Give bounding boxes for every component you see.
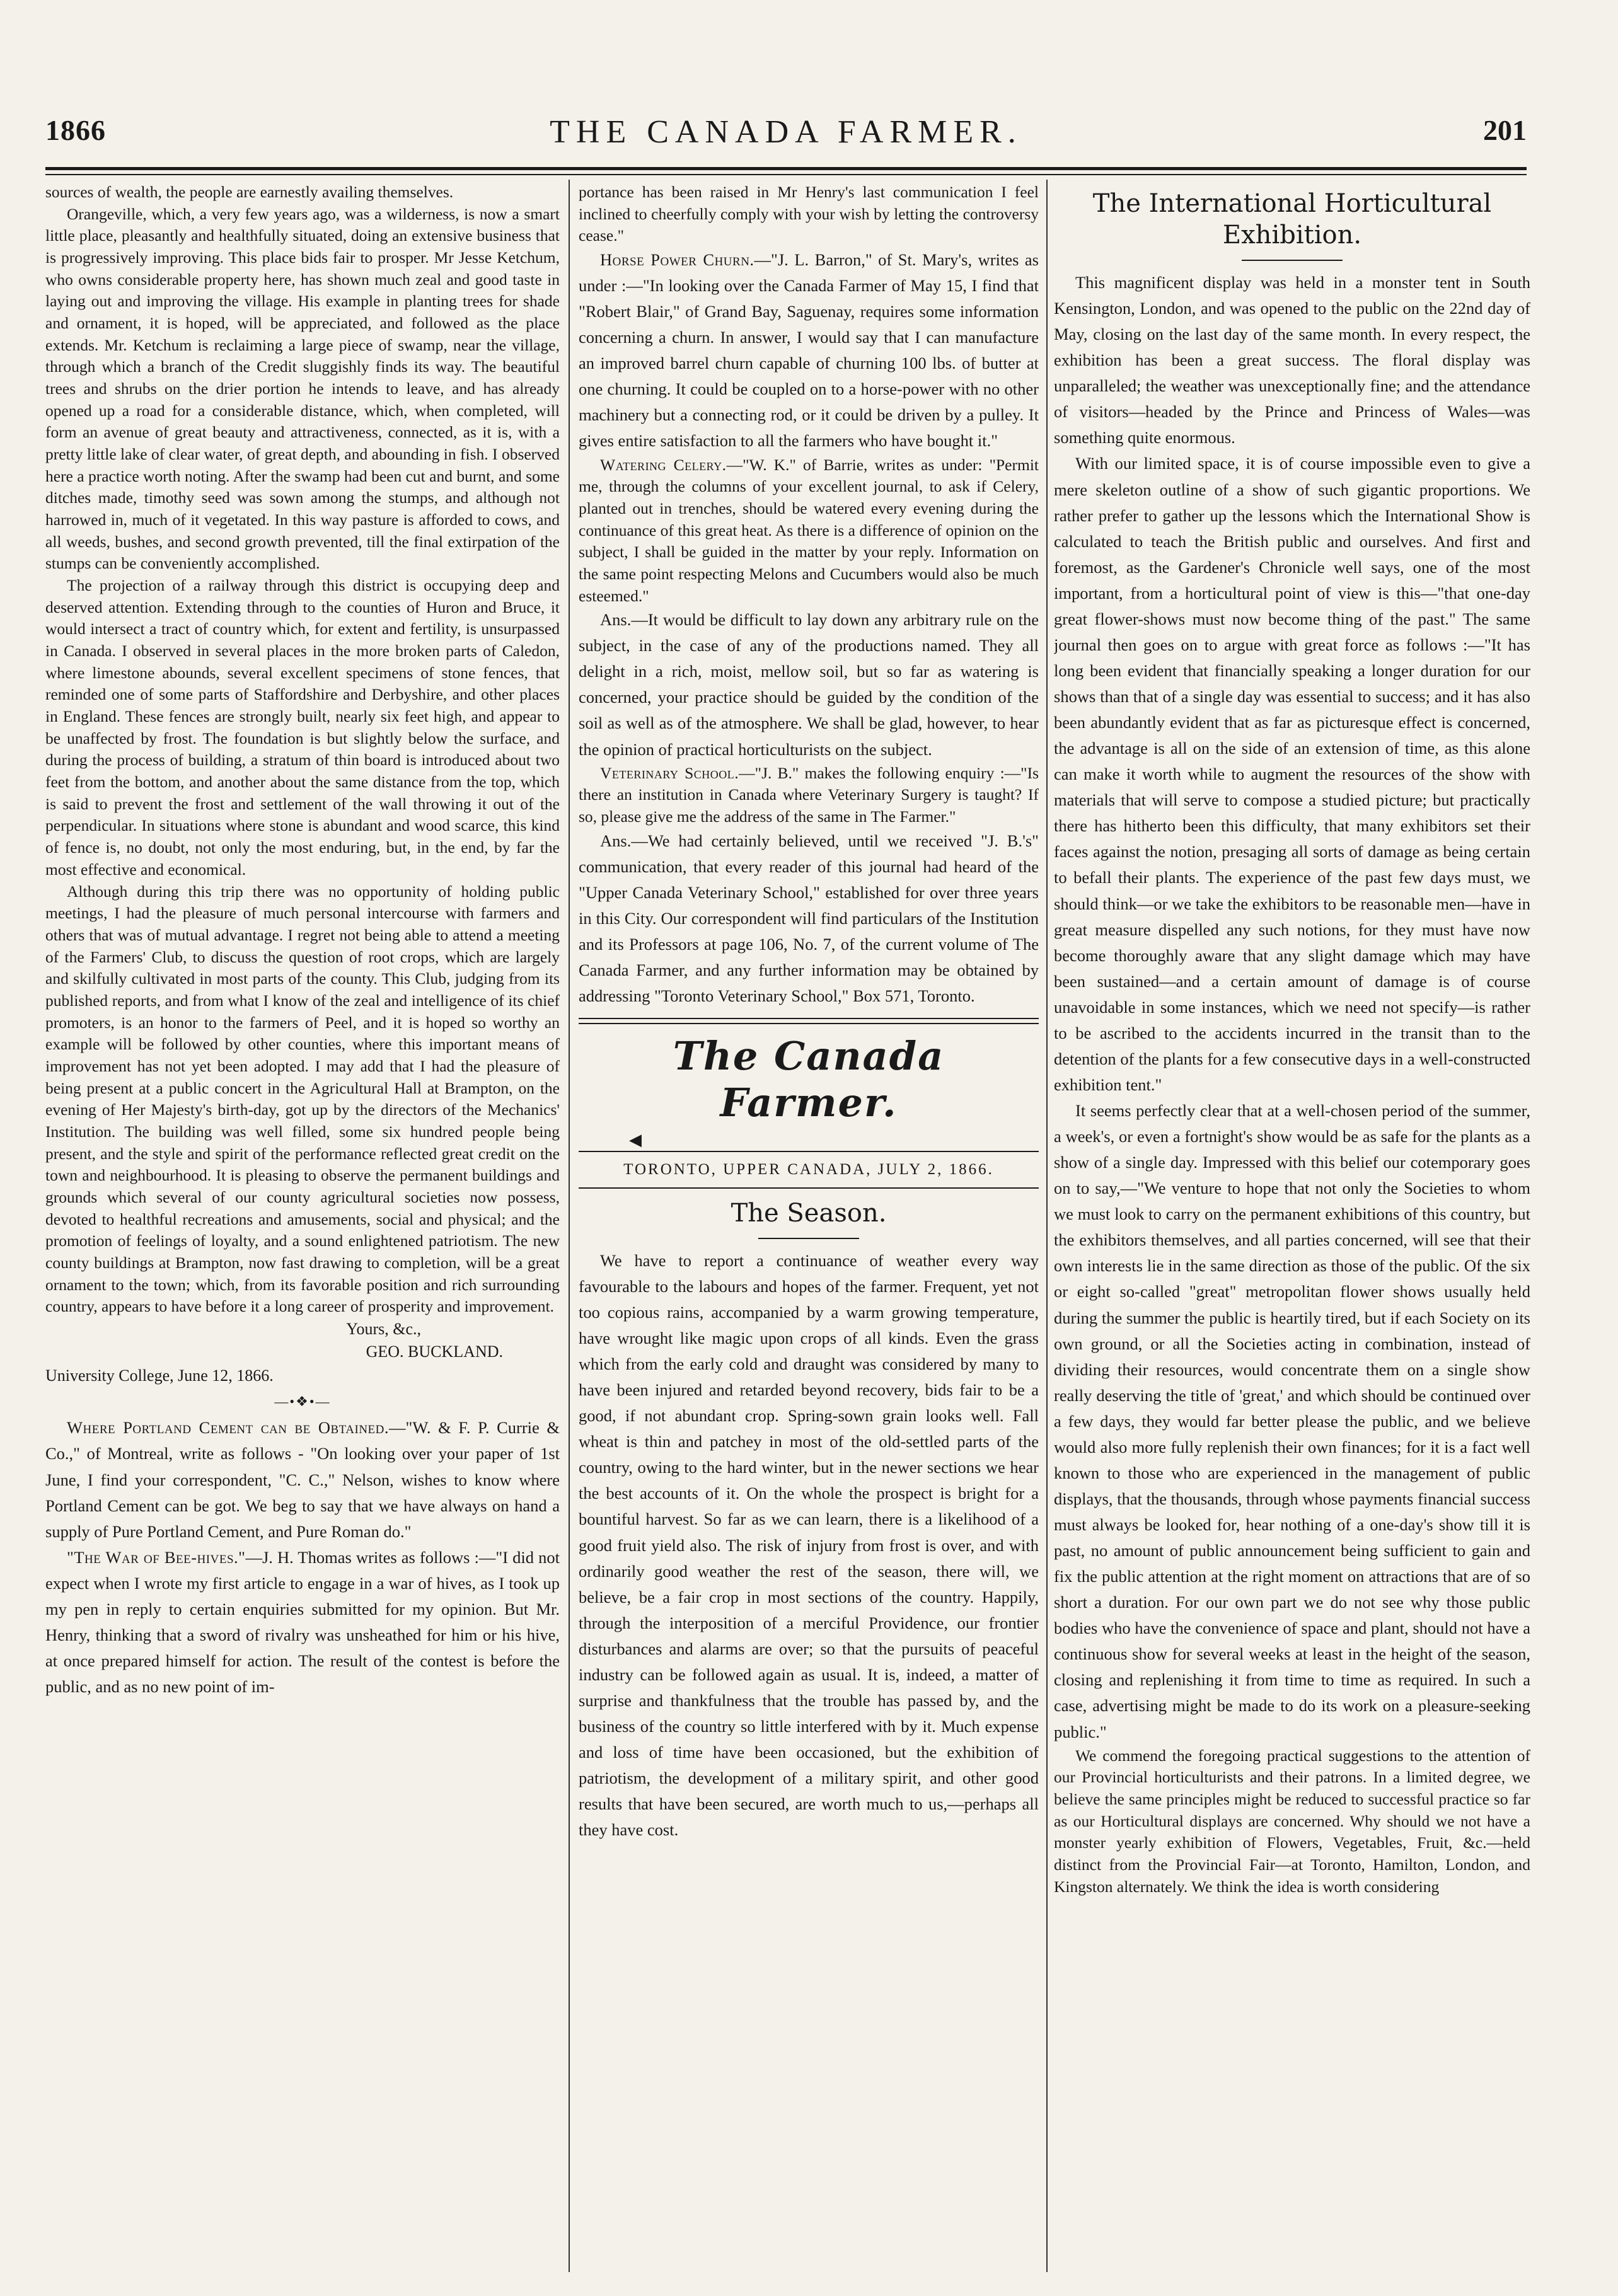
letter-signature: GEO. BUCKLAND. [366,1342,503,1361]
item-heading: Veterinary School. [600,763,739,782]
paragraph: We have to report a continuance of weather every way favourable to the labours and hopes of the farmer. Frequent, yet not too copious rains, accompanied by a warm growing temperature, have wrought like magic upon crops of all kinds. Even the grass which from the early cold and draught was considered by many to have been injured and retarded beyond recovery, bids fair to be a good, if not abundant crop. Spring-sown grain looks well. Fall wheat is thin and patchey in most of the old-settled parts of the country, owing to the hard winter, but in the newer sections we hear the best accounts of it. On the whole the prospect is bright for a bountiful harvest. So far as we can learn, there is a likelihood of a good fruit yield also. The risk of injury from frost is over, and with ordinarily good weather the rest of the season, there will, we believe, be a fair crop in most sections of the country. Happily, through the interposition of a merciful Providence, our frontier disturbances and alarms are over; so that the pursuits of peaceful industry can be followed again as usual. It is, indeed, a matter of surprise and thankfulness that the trouble has passed by, and the business of the country so little interfered with by it. Much expense and loss of time have been occasioned, but the exhibition of patriotism, the development of a military spirit, and other good results that have been secured, are worth much to us,—perhaps all they have cost. [579,1250,1039,1840]
section-ornament: —•❖•— [274,1393,331,1410]
paragraph: Where Portland Cement can be Obtained.—"W. & F. P. Currie & Co.," of Montreal, write as follows - "On looking over your paper of 1st June, I find your correspondent, "C. C.," Nelson, wishes to know where Portland Cement can be got. We beg to say that we have always on hand a supply of Pure Portland Cement, and Pure Roman do." [45,1418,560,1541]
column-3 [1054,182,1530,1898]
paragraph: sources of wealth, the people are earnestly availing themselves. [45,183,454,201]
pointer-icon: ◀ [629,1130,642,1149]
paragraph: It seems perfectly clear that at a well-chosen period of the summer, a week's, or even a fortnight's show would be as safe for the plants as a show of a single day. Impressed with this belief our cotemporary goes on to say,—"We venture to hope that not only the Societies to whom we must look to carry on the permanent exhibitions of this country, but the exhibitors themselves, and all parties concerned, will see that their own interests lie in the same direction as those of the public. Of the six or eight so-called "great" metropolitan flower shows usually held during the summer the public is heartily tired, but if each Society on its own ground, or all the Societies acting in combination, instead of dividing their resources, would concentrate them on a single show really deserving the title of 'great,' and which should be continued over a few days, they would far better please the public, and we believe would also more fully replenish their own finances; for it is a fact well known to those who are experienced in the management of public displays, that the thousands, through whose payments financial success must always be looked for, hear nothing of a one-day's show till it is past, no amount of public announcement being sufficient to gain and fix the public attention at the right moment on attractions that are of so short a duration. For our own part we do not see why those public bodies who have the convenience of space and plant, should not have a continuous show for several weeks at least in the height of the season, closing and replenishing it from time to time as required. In such a case, advertising might be made to do its work on a pleasure-seeking public." [1054,1101,1530,1741]
divider [579,1023,1039,1024]
newspaper-nameplate: The Canada Farmer. [673,1033,945,1126]
section-title: The Season. [731,1198,887,1228]
title-rule [758,1238,859,1239]
header-title: THE CANADA FARMER. [550,114,1022,150]
item-heading: Watering Celery. [600,455,727,474]
item-heading: Horse Power Churn. [600,250,754,270]
paragraph: With our limited space, it is of course impossible even to give a mere skeleton outline of a show of such gigantic proportions. We rather prefer to gather up the lessons which the International Show is calculated to teach the British public and ourselves. And first and foremost, as the Gardener's Chronicle well says, one of the most important, from a horticultural point of view is this—"that one-day great flower-shows must now become thing of the past." The same journal then goes on to argue with great force as follows :—"It has long been evident that financially speaking a longer duration for our shows than that of a single day was essential to success; and it has also been abundantly evident that as far as picturesque effect is concerned, the advantage is all on the side of an extension of time, as this alone can make it worth while to augment the resources of the show with materials that will serve to compose a studied picture; but practically there has hitherto been this difficulty, that many exhibitors set their faces against the notion, presaging all sorts of damage as being certain to befall their plants. The experience of the past few days must, we should think—or we take the exhibitors to be reasonable men—have in great measure dispelled any such notions, for they must have now become thoroughly aware that any slight damage which may have been sustained—and a certain amount of damage is of course unavoidable in some instances, which we need not specify—is rather to be ascribed to the accidents incurred in the transit than to the detention of the plants for a few consecutive days in a well-constructed exhibition tent." [1054,454,1530,1094]
item-heading: Where Portland Cement can be Obtained. [67,1418,389,1438]
letter-place-date: University College, June 12, 1866. [45,1366,274,1385]
title-rule [1242,260,1343,261]
paragraph: We commend the foregoing practical suggestions to the attention of our Provincial horticulturists and their patrons. In a limited degree, we believe the same principles might be reduced to successful practice so far as our Horticultural displays are concerned. Why should we not have a monster yearly exhibition of Flowers, Vegetables, Fruit, &c.—held distinct from the Provincial Fair—at Toronto, Hamilton, London, and Kingston alternately. We think the idea is worth considering [1054,1746,1530,1896]
column-divider-1 [569,180,570,2272]
header-rule [45,167,1527,170]
dateline: TORONTO, UPPER CANADA, JULY 2, 1866. [623,1160,994,1178]
divider [579,1018,1039,1019]
paragraph: Orangeville, which, a very few years ago, was a wilderness, is now a smart little place, pleasantly and healthfully situated, doing an extensive business that is progressively improving. This place bids fair to prosper. Mr Jesse Ketchum, who owns considerable property here, has shown much zeal and good taste in laying out and improving the village. His example in planting trees for shade and ornament, it is hoped, will be appreciated, and followed as the place extends. Mr. Ketchum is reclaiming a large piece of swamp, near the village, through which a branch of the Credit sluggishly finds its way. The beautiful trees and shrubs on the drier portion he intends to leave, and has already opened up a road for a considerable distance, which, when completed, will form an avenue of great beauty and attractiveness, connected, as it is, with a pretty little lake of clear water, of great depth, and abounding in fish. I observed here a practice worth noting. After the swamp had been cut and burnt, and some ditches made, timothy seed was sown among the stumps, and although not harrowed in, much of it vegetated. In this way pasture is afforded to cows, and all weeds, bushes, and second growth prevented, till the final extirpation of the stumps can be conveniently accomplished. [45,204,560,573]
divider [579,1187,1039,1189]
paragraph: Watering Celery.—"W. K." of Barrie, writes as under: "Permit me, through the columns of your excellent journal, to ask if Celery, planted out in trenches, should be watered every evening during the continuance of this great heat. As there is a difference of opinion on the subject, I shall be guided in the matter by your reply. Information on the same point respecting Melons and Cucumbers would also be much esteemed." [579,455,1039,605]
running-head [45,113,1527,170]
header-rule-thin [45,174,1527,175]
letter-closing: Yours, &c., [346,1319,421,1338]
column-1 [45,182,560,1700]
column-2 [579,182,1039,1843]
section-title: The International Horticultural Exhibition. [1092,189,1492,250]
paragraph: "The War of Bee-hives."—J. H. Thomas writes as follows :—"I did not expect when I wrote my first article to engage in a war of hives, as I took up my pen in reply to certain enquiries submitted for my opinion. But Mr. Henry, thinking that a sword of rivalry was unsheathed for him or his hive, at once prepared himself for action. The result of the contest is before the public, and as no new point of im- [45,1547,560,1697]
column-divider-2 [1046,180,1048,2272]
paragraph: The projection of a railway through this district is occupying deep and deserved attention. Extending through to the counties of Huron and Bruce, it would intersect a tract of country which, for extent and fertility, is unsurpassed in Canada. I observed in several places in the more broken parts of Caledon, where limestone abounds, several excellent specimens of stone fences, that reminded one of some parts of Staffordshire and Derbyshire, and other places in England. These fences are strongly built, nearly six feet high, and appear to be unaffected by frost. The foundation is but slightly below the surface, and during the process of building, a stratum of thin board is introduced about two feet from the bottom, and another about the same distance from the top, which is said to prevent the frost and settlement of the wall throwing it out of the perpendicular. In situations where stone is abundant and wood scarce, this kind of fence is, no doubt, not only the most enduring, but, in the end, by far the most effective and economical. [45,576,560,879]
item-heading: "The War of Bee-hives." [67,1547,246,1567]
paragraph: Ans.—It would be difficult to lay down any arbitrary rule on the subject, in the case of any of the productions named. They all delight in a rich, moist, mellow soil, but so far as watering is concerned, your practice should be guided by the condition of the soil as well as of the atmosphere. We shall be glad, however, to hear the opinion of practical horticulturists on the subject. [579,610,1039,759]
divider [579,1151,1039,1152]
paragraph: This magnificent display was held in a monster tent in South Kensington, London, and was opened to the public on the 22nd day of May, closing on the last day of the same month. In every respect, the exhibition has been a great success. The floral display was unparalleled; the weather was unexceptionally fine; and the attendance of visitors—headed by the Prince and Princess of Wales—was something quite enormous. [1054,273,1530,447]
header-page-number: 201 [1483,114,1527,146]
header-year: 1866 [45,114,106,146]
paragraph: Although during this trip there was no opportunity of holding public meetings, I had the pleasure of much personal intercourse with farmers and others that was of mutual advantage. I regret not being able to attend a meeting of the Farmers' Club, to discuss the question of root crops, which are largely and skilfully cultivated in most parts of the county. This Club, judging from its published reports, and from what I know of the zeal and intelligence of its chief promoters, is an honor to the farmers of Peel, and it is hoped so worthy an example will be followed by other counties, where this important means of improvement has not yet been adopted. I may add that I had the pleasure of being present at a public concert in the Agricultural Hall at Brampton, on the evening of Her Majesty's birth-day, got up by the directors of the Mechanics' Institution. The building was well filled, some six hundred people being present, and the style and spirit of the performance reflected great credit on the town and neighbourhood. It is pleasing to observe the permanent buildings and grounds which several of our county agricultural societies now possess, devoted to healthful recreations and amusements, social and physical; and the promotion of feelings of loyalty, and a sound enlightened patriotism. The new county buildings at Brampton, now fast drawing to completion, will be a great ornament to the town; which, from its favorable position and rich surrounding country, appears to have before it a long career of prosperity and improvement. [45,882,560,1316]
paragraph: Ans.—We had certainly believed, until we received "J. B.'s" communication, that every reader of this journal had heard of the "Upper Canada Veterinary School," established for over three years in this City. Our correspondent will find particulars of the Institution and its Professors at page 106, No. 7, of the current volume of The Canada Farmer, and any further information may be obtained by addressing "Toronto Veterinary School," Box 571, Toronto. [579,831,1039,1005]
paragraph: portance has been raised in Mr Henry's last communication I feel inclined to cheerfully comply with your wish by letting the controversy cease." [579,183,1039,245]
paragraph: Horse Power Churn.—"J. L. Barron," of St. Mary's, writes as under :—"In looking over the Canada Farmer of May 15, I find that "Robert Blair," of Grand Bay, Saguenay, requires some information concerning a churn. In answer, I would say that I can manufacture an improved barrel churn capable of churning 100 lbs. of butter at one churning. It could be coupled on to a horse-power with no other machinery but a connecting rod, or it could be driven by a pulley. It gives entire satisfaction to all the farmers who have bought it." [579,250,1039,451]
paragraph: Veterinary School.—"J. B." makes the following enquiry :—"Is there an institution in Canada where Veterinary Surgery is taught? If so, please give me the address of the same in The Farmer." [579,763,1039,826]
